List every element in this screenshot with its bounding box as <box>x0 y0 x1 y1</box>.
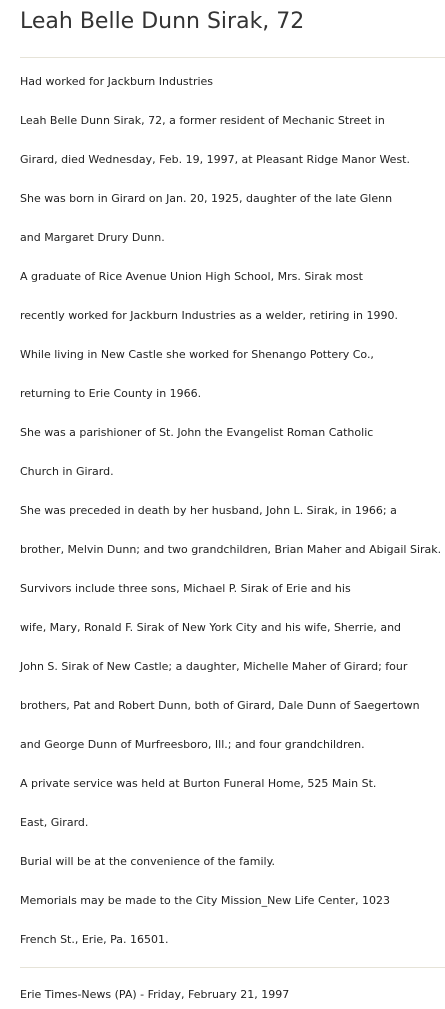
article-line: and George Dunn of Murfreesboro, Ill.; and four grandchildren. <box>20 738 365 751</box>
article-line: Survivors include three sons, Michael P. Sirak of Erie and his <box>20 582 351 595</box>
article-body <box>20 69 445 966</box>
article-line: She was a parishioner of St. John the Evangelist Roman Catholic <box>20 426 374 439</box>
article-line: East, Girard. <box>20 816 89 829</box>
article-line: Leah Belle Dunn Sirak, 72, a former resident of Mechanic Street in <box>20 114 385 127</box>
article-line: Memorials may be made to the City Mission_New Life Center, 1023 <box>20 894 390 907</box>
article-line: brothers, Pat and Robert Dunn, both of Girard, Dale Dunn of Saegertown <box>20 699 420 712</box>
article-line: A private service was held at Burton Funeral Home, 525 Main St. <box>20 777 377 790</box>
article-title: Leah Belle Dunn Sirak, 72 <box>20 9 305 34</box>
article-line: Burial will be at the convenience of the family. <box>20 855 276 868</box>
article-line: recently worked for Jackburn Industries as a welder, retiring in 1990. <box>20 309 399 322</box>
article-line: She was preceded in death by her husband, John L. Sirak, in 1966; a <box>20 504 397 517</box>
article-line: brother, Melvin Dunn; and two grandchildren, Brian Maher and Abigail Sirak. <box>20 543 442 556</box>
article-line: returning to Erie County in 1966. <box>20 387 202 400</box>
article-line: She was born in Girard on Jan. 20, 1925, daughter of the late Glenn <box>20 192 393 205</box>
article-source: Erie Times-News (PA) - Friday, February 21, 1997 <box>20 988 290 1001</box>
article-line: Girard, died Wednesday, Feb. 19, 1997, at Pleasant Ridge Manor West. <box>20 153 410 166</box>
article-line: A graduate of Rice Avenue Union High School, Mrs. Sirak most <box>20 270 363 283</box>
article-line: While living in New Castle she worked for Shenango Pottery Co., <box>20 348 374 361</box>
article-line: French St., Erie, Pa. 16501. <box>20 933 169 946</box>
source-divider <box>20 967 445 968</box>
article-line: wife, Mary, Ronald F. Sirak of New York City and his wife, Sherrie, and <box>20 621 402 634</box>
article-line: and Margaret Drury Dunn. <box>20 231 165 244</box>
article-line: Church in Girard. <box>20 465 114 478</box>
title-divider <box>20 57 445 58</box>
article-line: John S. Sirak of New Castle; a daughter, Michelle Maher of Girard; four <box>20 660 408 673</box>
article-line: Had worked for Jackburn Industries <box>20 75 214 88</box>
